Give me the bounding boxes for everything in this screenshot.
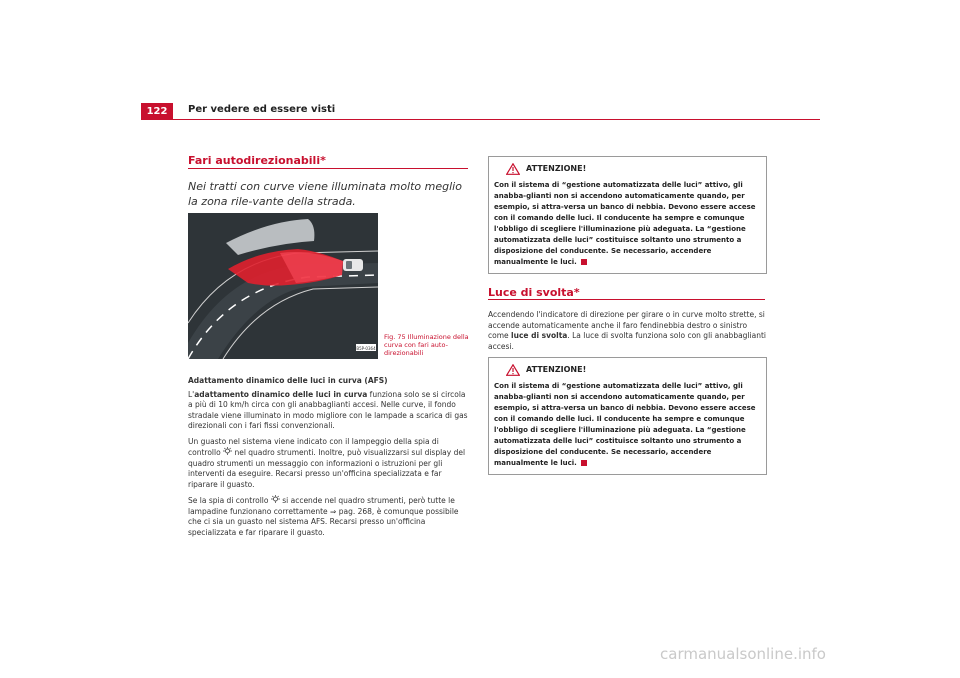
paragraph-3	[188, 495, 470, 538]
afs-lamp-icon	[223, 447, 232, 455]
section-body-afs	[188, 376, 470, 543]
end-marker-icon	[581, 259, 587, 265]
warning-triangle-icon	[506, 364, 520, 376]
warning-text-content: Con il sistema di “gestione automatizzata delle luci” attivo, gli anabba-glianti non si accendono automaticamente quando, per esempio, si attra-versa un banco di nebbia. Devono essere accese con il comando delle luci. Il conducente ha sempre e comunque l'obbligo di scegliere l'illuminazione più adeguata. La “gestione automatizzata delle luci” costituisce soltanto uno strumento a disposizione del conducente. Se necessario, accendere manualmente le luci.	[494, 181, 756, 266]
road-curve-illustration	[188, 213, 378, 359]
warning-box-1	[488, 156, 767, 274]
p1-prefix: L'	[188, 389, 195, 399]
section-rule-cornering-light	[488, 299, 765, 300]
p2-before: Un guasto nel sistema viene indicato con il lampeggio della spia di controllo	[188, 436, 439, 457]
figure-afs-curve	[188, 213, 378, 359]
body-heading: Adattamento dinamico delle luci in curva (AFS)	[188, 376, 388, 385]
s2-rest: . La luce di svolta funziona solo con gli anabbaglianti accesi.	[488, 331, 766, 351]
warning-header	[489, 157, 766, 180]
end-marker-icon	[581, 460, 587, 466]
section-subtitle: Nei tratti con curve viene illuminata molto meglio la zona rile-vante della strada.	[188, 180, 462, 208]
section-title-cornering-light: Luce di svolta*	[488, 286, 580, 299]
warning-box-2	[488, 357, 767, 475]
warning-text	[489, 381, 766, 474]
warning-text-content: Con il sistema di “gestione automatizzata delle luci” attivo, gli anabba-glianti non si accendono automaticamente quando, per esempio, si attra-versa un banco di nebbia. Devono essere accese con il comando delle luci. Il conducente ha sempre e comunque l'obbligo di scegliere l'illuminazione più adeguata. La “gestione automatizzata delle luci” costituisce soltanto uno strumento a disposizione del conducente. Se necessario, accendere manualmente le luci.	[494, 382, 756, 467]
section-rule-afs	[188, 168, 468, 169]
paragraph-1	[188, 390, 470, 432]
warning-triangle-icon	[506, 163, 520, 175]
s2-prefix: Accendendo l'indicatore di direzione per girare o in curve molto strette, si accende automaticamente anche il faro fendinebbia destro o sinistro come	[488, 310, 765, 340]
warning-title: ATTENZIONE!	[526, 164, 587, 173]
p3-after: si accende nel quadro strumenti, però tutte le lampadine funzionano correttamente ⇒ pag. 268, è comunque possibile che ci sia un guasto nel sistema AFS. Recarsi presso un'officina specializzata e far riparare il guasto.	[188, 496, 459, 537]
s2-bold: luce di svolta	[511, 331, 568, 340]
p1-bold: adattamento dinamico delle luci in curva	[194, 389, 368, 399]
afs-lamp-icon	[271, 495, 280, 503]
page-number: 122	[141, 103, 173, 120]
p3-before: Se la spia di controllo	[188, 496, 271, 505]
section-title-afs: Fari autodirezionabili*	[188, 154, 326, 167]
figure-caption: Fig. 75 Illuminazione della curva con fari auto-direzionabili	[384, 333, 469, 357]
paragraph-2	[188, 437, 470, 491]
header-rule	[141, 119, 820, 120]
p2-after: nel quadro strumenti. Inoltre, può visualizzarsi sul display del quadro strumenti un messaggio con informazioni o istruzioni per gli interventi da eseguire. Recarsi presso un'officina specializzata e far riparare il guasto.	[188, 448, 466, 489]
warning-header	[489, 358, 766, 381]
figure-code: B5P-0364	[356, 346, 376, 351]
section-body-cornering-light	[488, 310, 768, 357]
warning-text	[489, 180, 766, 273]
warning-title: ATTENZIONE!	[526, 365, 587, 374]
p1-rest: funziona solo se si circola a più di 10 km/h circa con gli anabbaglianti accesi. Nelle curve, il fondo stradale viene illuminato in modo migliore con le lampade a scarica di gas direzionali con i fari fissi convenzionali.	[188, 389, 468, 430]
header-title: Per vedere ed essere visti	[188, 104, 336, 115]
watermark: carmanualsonline.info	[660, 645, 826, 663]
